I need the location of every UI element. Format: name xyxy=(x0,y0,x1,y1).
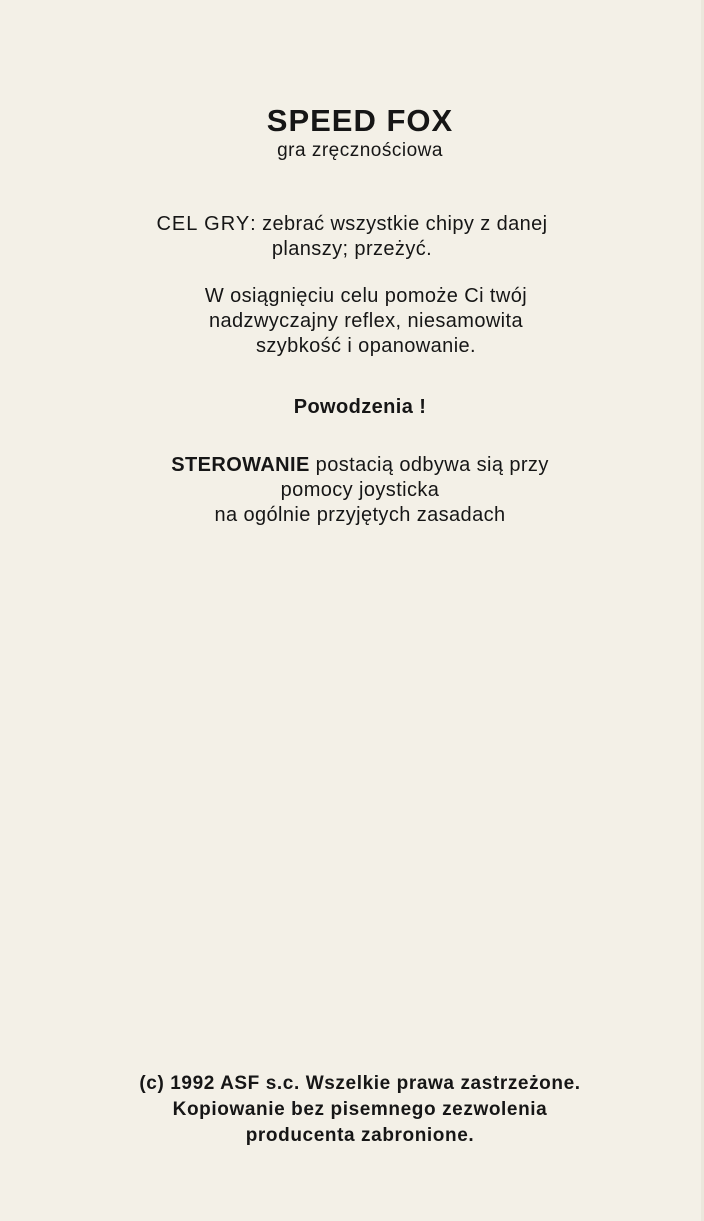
controls-line-1 xyxy=(8,453,704,478)
controls-text: postacią odbywa sią przy xyxy=(309,454,549,476)
copyright-notice xyxy=(0,1071,704,1149)
help-line-3: szybkość i opanowanie. xyxy=(255,335,477,357)
help-line-1: W osiągnięciu celu pomoże Ci twój xyxy=(204,285,528,307)
copyright-line-1: (c) 1992 ASF s.c. Wszelkie prawa zastrzeżone. xyxy=(139,1073,581,1094)
goal-line-1 xyxy=(0,212,704,237)
game-title: SPEED FOX xyxy=(266,103,454,138)
help-section xyxy=(0,284,704,359)
game-subtitle: gra zręcznościowa xyxy=(277,140,443,161)
controls-line-3: na ogólnie przyjętych zasadach xyxy=(214,504,506,526)
help-line-2: nadzwyczajny reflex, niesamowita xyxy=(208,310,524,332)
goal-section xyxy=(0,212,704,262)
copyright-line-3: producenta zabronione. xyxy=(245,1125,475,1146)
controls-line-2: pomocy joysticka xyxy=(280,479,440,501)
copyright-line-2: Kopiowanie bez pisemnego zezwolenia xyxy=(172,1099,548,1120)
controls-section xyxy=(0,453,704,528)
goal-line-2: planszy; przeżyć. xyxy=(271,238,433,260)
goal-text: : zebrać wszystkie chipy z danej xyxy=(250,213,548,235)
goal-label: CEL GRY xyxy=(156,213,251,235)
good-luck-text: Powodzenia ! xyxy=(293,396,427,418)
controls-label: STEROWANIE xyxy=(171,454,310,476)
